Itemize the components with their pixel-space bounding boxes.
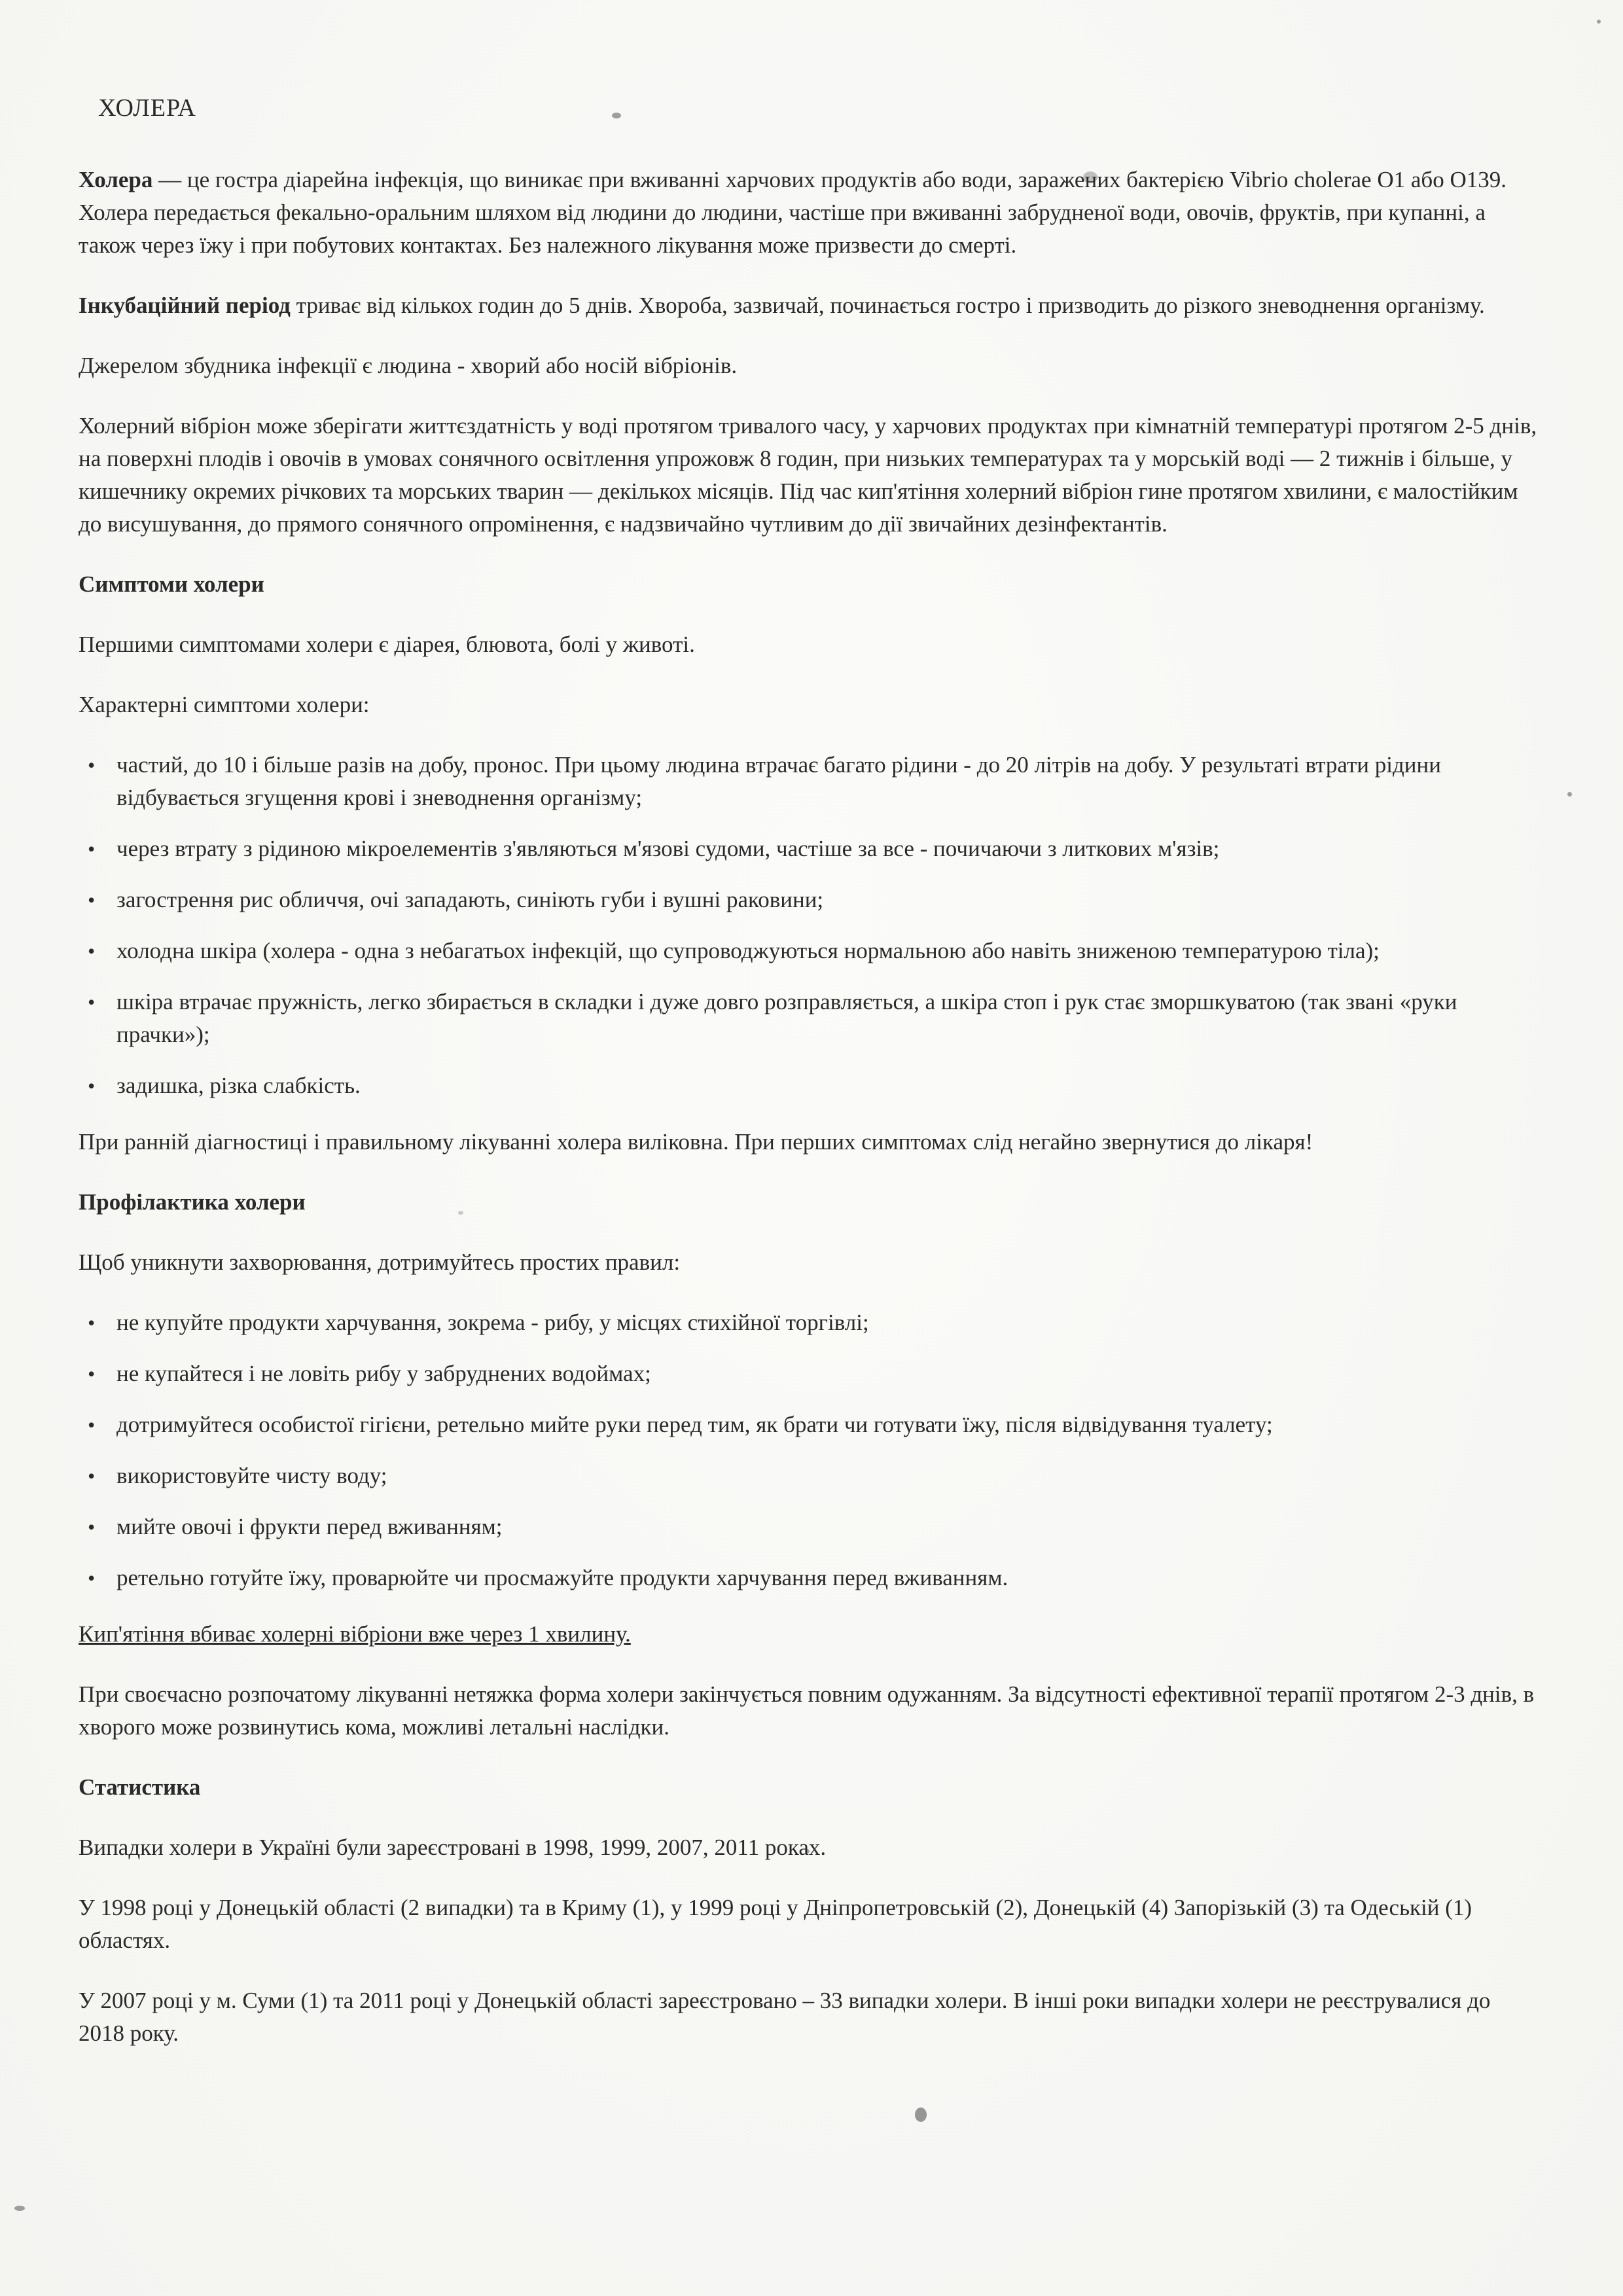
prevention-heading: Профілактика холери <box>79 1189 306 1215</box>
symptoms-first: Першими симптомами холери є діарея, блювота, болі у животі. <box>79 632 695 657</box>
scan-speck <box>14 2206 25 2211</box>
intro-text: — це гостра діарейна інфекція, що виникає при вживанні харчових продуктів або води, заражених бактерією Vibrio cholerae O1 або O139. Холера передається фекально-оральним шляхом від людини до людини, частіше при вживанні забрудненої води, овочів, фруктів, при купанні, а також через їжу і при побутових контактах. Без належного лікування може призвести до смерті. <box>79 167 1507 258</box>
list-item: • загострення рис обличчя, очі западають, синіють губи і вушні раковини; <box>79 884 1538 916</box>
list-item: • не купуйте продукти харчування, зокрема - рибу, у місцях стихійної торгівлі; <box>79 1306 1538 1339</box>
source-paragraph: Джерелом збудника інфекції є людина - хворий або носій вібріонів. <box>79 353 738 378</box>
statistics-paragraph-3: У 2007 році у м. Суми (1) та 2011 році у Донецькій області зареєстровано – 33 випадки холери. В інші роки випадки холери не реєструвалися до 2018 року. <box>79 1988 1491 2046</box>
treatment-paragraph: При своєчасно розпочатому лікуванні нетяжка форма холери закінчується повним одужанням. За відсутності ефективної терапії протягом 2-3 днів, в хворого може розвинутись кома, можливі летальні наслідки. <box>79 1681 1535 1740</box>
list-item: • використовуйте чисту воду; <box>79 1460 1538 1492</box>
survival-paragraph: Холерний вібріон може зберігати життєздатність у воді протягом тривалого часу, у харчових продуктах при кімнатній температурі протягом 2-5 днів, на поверхні плодів і овочів в умовах сонячного освітлення упрожовж 8 годин, при низьких температурах та у морській воді — 2 тижнів і більше, у кишечнику окремих річкових та морських тварин — декількох місяців. Під час кип'ятіння холерний вібріон гине протягом хвилини, є малостійким до висушування, до прямого сонячного опромінення, є надзвичайно чутливим до дії звичайних дезінфектантів. <box>79 413 1537 537</box>
document-title: ХОЛЕРА <box>98 94 196 122</box>
scan-speck <box>915 2108 927 2122</box>
intro-term: Холера <box>79 167 153 192</box>
list-item: • мийте овочі і фрукти перед вживанням; <box>79 1511 1538 1543</box>
document-body <box>79 92 1538 2077</box>
symptoms-outro: При ранній діагностиці і правильному лікуванні холера виліковна. При перших симптомах слід негайно звернутися до лікаря! <box>79 1129 1313 1155</box>
list-item: • задишка, різка слабкість. <box>79 1069 1538 1102</box>
symptoms-heading: Симптоми холери <box>79 571 264 597</box>
list-item: • через втрату з рідиною мікроелементів з'являються м'язові судоми, частіше за все - почичаючи з литкових м'язів; <box>79 833 1538 865</box>
prevention-list <box>79 1306 1538 1594</box>
list-item: • шкіра втрачає пружність, легко збирається в складки і дуже довго розправляється, а шкіра стоп і рук стає зморшкуватою (так звані «руки прачки»); <box>79 986 1538 1051</box>
incubation-term: Інкубаційний період <box>79 293 291 318</box>
scan-speck <box>1567 792 1572 797</box>
intro-paragraph <box>79 164 1538 262</box>
scan-speck <box>1597 20 1601 24</box>
symptoms-characteristic-label: Характерні симптоми холери: <box>79 692 370 717</box>
statistics-paragraph-2: У 1998 році у Донецькій області (2 випадки) та в Криму (1), у 1999 році у Дніпропетровській (2), Донецькій (4) Запорізькій (3) та Одеській (1) областях. <box>79 1895 1472 1953</box>
list-item: • холодна шкіра (холера - одна з небагатьох інфекцій, що супроводжуються нормальною або навіть зниженою температурою тіла); <box>79 935 1538 967</box>
incubation-text: триває від кількох годин до 5 днів. Хвороба, зазвичай, починається гостро і призводить до різкого зневоднення організму. <box>290 293 1485 318</box>
list-item: • частий, до 10 і більше разів на добу, пронос. При цьому людина втрачає багато рідини - до 20 літрів на добу. У результаті втрати рідини відбувається згущення крові і зневоднення організму; <box>79 749 1538 814</box>
list-item: • дотримуйтеся особистої гігієни, ретельно мийте руки перед тим, як брати чи готувати їжу, після відвідування туалету; <box>79 1408 1538 1441</box>
statistics-paragraph-1: Випадки холери в Україні були зареєстровані в 1998, 1999, 2007, 2011 роках. <box>79 1835 827 1860</box>
symptoms-list <box>79 749 1538 1102</box>
list-item: • не купайтеся і не ловіть рибу у забруднених водоймах; <box>79 1357 1538 1390</box>
statistics-heading: Статистика <box>79 1774 201 1800</box>
list-item: • ретельно готуйте їжу, проварюйте чи просмажуйте продукти харчування перед вживанням. <box>79 1562 1538 1594</box>
incubation-paragraph <box>79 289 1538 322</box>
prevention-intro: Щоб уникнути захворювання, дотримуйтесь простих правил: <box>79 1249 681 1275</box>
boiling-note: Кип'ятіння вбиває холерні вібріони вже через 1 хвилину. <box>79 1621 631 1647</box>
